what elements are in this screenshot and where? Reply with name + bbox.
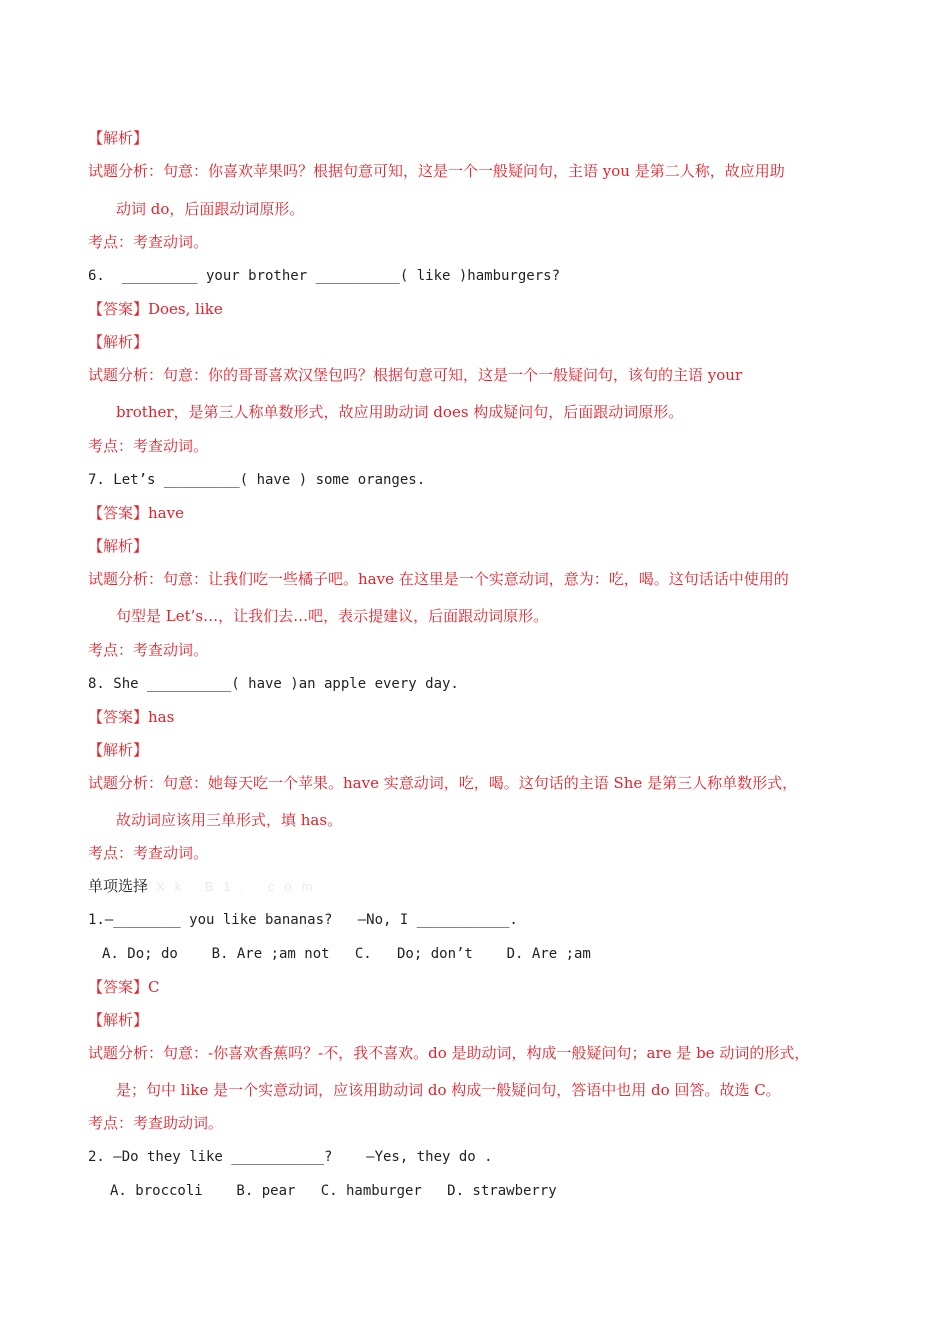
question-8: 8. She __________( have )an apple every day. (88, 676, 459, 692)
mc-options-2: A. broccoli B. pear C. hamburger D. strawberry (110, 1183, 557, 1199)
mc-answer-1: 【答案】C (88, 978, 160, 996)
mc-options-1: A. Do; do B. Are ;am not C. Do; don’t D. Are ;am (102, 946, 591, 962)
answer-6: 【答案】Does, like (88, 300, 223, 318)
key-point-5: 考点：考查动词。 (88, 233, 209, 251)
analysis-text-8-line1: 试题分析：句意：她每天吃一个苹果。have 实意动词，吃，喝。这句话的主语 She 是第三人称单数形式， (88, 774, 798, 792)
analysis-text-5-line1: 试题分析：句意：你喜欢苹果吗？根据句意可知，这是一个一般疑问句，主语 you 是第二人称，故应用助 (88, 162, 785, 180)
analysis-text-6-line2: brother，是第三人称单数形式，故应用助动词 does 构成疑问句，后面跟动词原形。 (116, 403, 684, 421)
mc-question-1: 1.—________ you like bananas? —No, I ___________. (88, 912, 518, 928)
mc-analysis-label-1: 【解析】 (88, 1011, 149, 1029)
key-point-7: 考点：考查动词。 (88, 641, 209, 659)
analysis-label-5: 【解析】 (88, 129, 149, 147)
question-6: 6. _________ your brother __________( like )hamburgers? (88, 268, 561, 284)
analysis-text-8-line2: 故动词应该用三单形式，填 has。 (116, 811, 343, 829)
analysis-label-6: 【解析】 (88, 333, 149, 351)
analysis-text-5-line2: 动词 do，后面跟动词原形。 (116, 200, 305, 218)
answer-7: 【答案】have (88, 504, 184, 522)
analysis-text-7-line1: 试题分析：句意：让我们吃一些橘子吧。have 在这里是一个实意动词，意为：吃，喝。这句话话中使用的 (88, 570, 789, 588)
watermark: Xk B1. com (156, 879, 323, 894)
question-7: 7. Let’s _________( have ) some oranges. (88, 472, 426, 488)
key-point-8: 考点：考查动词。 (88, 844, 209, 862)
analysis-label-8: 【解析】 (88, 741, 149, 759)
mc-question-2: 2. —Do they like ___________? —Yes, they do . (88, 1149, 493, 1165)
answer-8: 【答案】has (88, 708, 175, 726)
mc-analysis-text-1-line1: 试题分析：句意：-你喜欢香蕉吗？-不，我不喜欢。do 是助动词，构成一般疑问句；are 是 be 动词的形式， (88, 1044, 810, 1062)
analysis-label-7: 【解析】 (88, 537, 149, 555)
section-heading: 单项选择 (88, 877, 149, 895)
key-point-6: 考点：考查动词。 (88, 437, 209, 455)
analysis-text-6-line1: 试题分析：句意：你的哥哥喜欢汉堡包吗？根据句意可知，这是一个一般疑问句，该句的主语 your (88, 366, 743, 384)
analysis-text-7-line2: 句型是 Let’s…，让我们去…吧，表示提建议，后面跟动词原形。 (116, 607, 549, 625)
mc-analysis-text-1-line2: 是；句中 like 是一个实意动词，应该用助动词 do 构成一般疑问句，答语中也用 do 回答。故选 C。 (116, 1081, 781, 1099)
mc-key-point-1: 考点：考查助动词。 (88, 1114, 224, 1132)
